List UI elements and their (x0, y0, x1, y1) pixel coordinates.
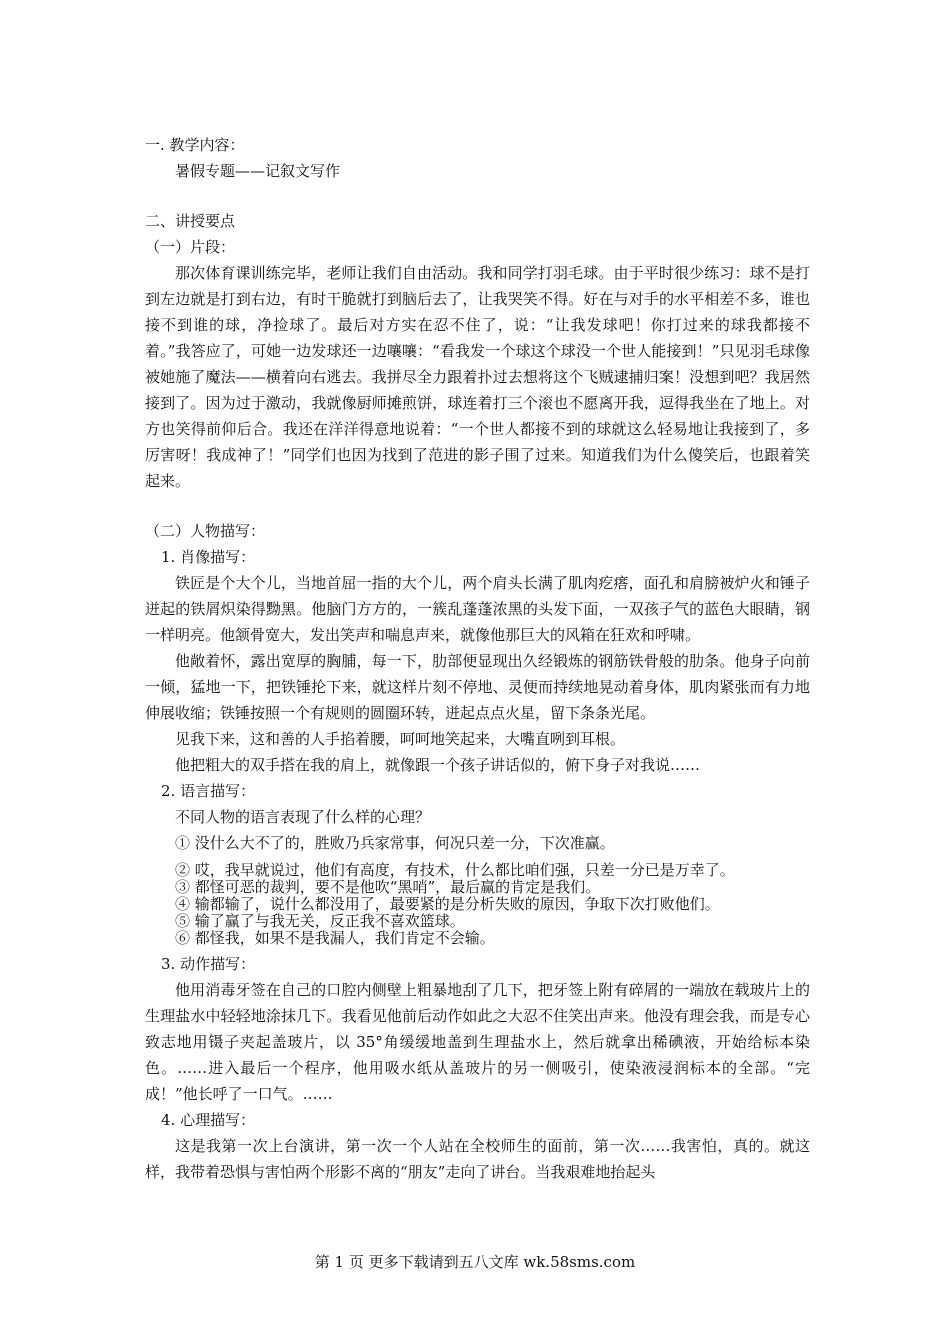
psychology-heading: 4. 心理描写： (161, 1111, 256, 1129)
section1-topic: 暑假专题——记叙文写作 (175, 162, 341, 180)
language-item: ④ 输都输了，说什么都没用了，最要紧的是分析失败的原因，争取下次打败他们。 (175, 895, 720, 913)
portrait-paragraph: 他敞着怀，露出宽厚的胸脯，每一下，肋部便显现出久经锻炼的钢筋铁骨般的肋条。他身子向前一倾，猛地一下，把铁锤抡下来，就这样片刻不停地、灵便而持续地晃动着身体，肌肉紧张而有力地伸展收缩；铁锤按照一个有规则的圆圈环转，迸起点点火星，留下条条光尾。 (145, 652, 810, 722)
part2-heading: （二）人物描写： (145, 522, 266, 540)
language-question: 不同人物的语言表现了什么样的心理？ (175, 808, 431, 826)
part1-heading: （一）片段： (145, 238, 236, 256)
action-paragraph: 他用消毒牙签在自己的口腔内侧壁上粗暴地刮了几下，把牙签上附有碎屑的一端放在载玻片上的生理盐水中轻轻地涂抹几下。我看见他前后动作如此之大忍不住笑出声来。他没有理会我，而是专心致志地用镊子夹起盖玻片，以 35°角缓缓地盖到生理盐水上，然后就拿出稀碘液，开始给标本染色。……进入最后一个程序，他用吸水纸从盖玻片的另一侧吸引，使染液浸润标本的全部。“完成！”他长呼了一口气。…… (145, 981, 810, 1103)
language-item: ① 没什么大不了的，胜败乃兵家常事，何况只差一分，下次准赢。 (175, 834, 615, 852)
portrait-paragraph: 见我下来，这和善的人手掐着腰，呵呵地笑起来，大嘴直咧到耳根。 (175, 730, 626, 748)
section2-heading: 二、讲授要点 (145, 212, 236, 230)
portrait-heading: 1. 肖像描写： (161, 548, 256, 566)
section1-heading: 一. 教学内容： (145, 136, 245, 154)
language-heading: 2. 语言描写： (161, 782, 256, 800)
language-item: ⑤ 输了赢了与我无关，反正我不喜欢篮球。 (175, 912, 465, 930)
page-footer: 第 1 页 更多下载请到五八文库 wk.58sms.com (314, 1253, 636, 1271)
language-item: ⑥ 都怪我，如果不是我漏人，我们肯定不会输。 (175, 929, 495, 947)
language-item: ③ 都怪可恶的裁判，要不是他吹“黑哨”，最后赢的肯定是我们。 (175, 878, 601, 896)
action-heading: 3. 动作描写： (161, 955, 256, 973)
psychology-paragraph: 这是我第一次上台演讲，第一次一个人站在全校师生的面前，第一次……我害怕，真的。就这样，我带着恐惧与害怕两个形影不离的“朋友”走向了讲台。当我艰难地抬起头 (145, 1137, 810, 1181)
portrait-paragraph: 他把粗大的双手搭在我的肩上，就像跟一个孩子讲话似的，俯下身子对我说…… (175, 756, 701, 774)
document-body (145, 132, 810, 1185)
language-item: ② 哎，我早就说过，他们有高度，有技术，什么都比咱们强，只差一分已是万幸了。 (175, 861, 735, 879)
portrait-paragraph: 铁匠是个大个儿，当地首屈一指的大个儿，两个肩头长满了肌肉疙瘩，面孔和肩膀被炉火和锤子迸起的铁屑炽染得黝黑。他脑门方方的，一簇乱蓬蓬浓黑的头发下面，一双孩子气的蓝色大眼睛，钢一样明亮。他颔骨宽大，发出笑声和喘息声来，就像他那巨大的风箱在狂欢和呼啸。 (145, 574, 810, 644)
fragment-paragraph: 那次体育课训练完毕，老师让我们自由活动。我和同学打羽毛球。由于平时很少练习：球不是打到左边就是打到右边，有时干脆就打到脑后去了，让我哭笑不得。好在与对手的水平相差不多，谁也接不到谁的球，净捡球了。最后对方实在忍不住了，说：“让我发球吧！你打过来的球我都接不着。”我答应了，可她一边发球还一边嚷嚷：“看我发一个球这个球没一个世人能接到！”只见羽毛球像被她施了魔法——横着向右逃去。我拼尽全力跟着扑过去想将这个飞贼逮捕归案！没想到吧？我居然接到了。因为过于激动，我就像厨师摊煎饼，球连着打三个滚也不愿离开我，逗得我坐在了地上。对方也笑得前仰后合。我还在洋洋得意地说着：“一个世人都接不到的球就这么轻易地让我接到了，多厉害呀！我成神了！”同学们也因为找到了范进的影子围了过来。知道我们为什么傻笑后，也跟着笑起来。 (145, 264, 810, 490)
